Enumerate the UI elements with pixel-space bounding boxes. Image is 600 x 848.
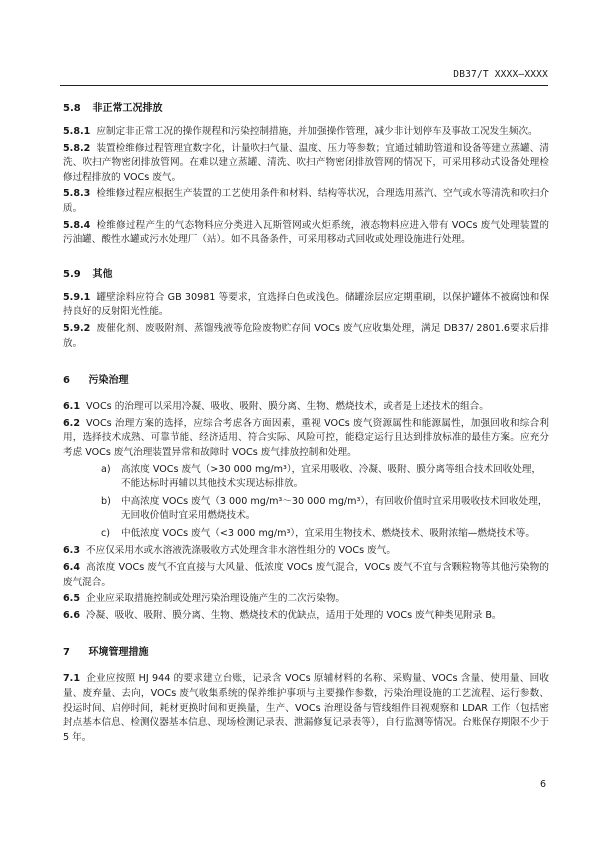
- clause-number: 5.9.1: [63, 291, 91, 303]
- chapter-number: 7: [63, 647, 70, 659]
- header-divider: [60, 85, 548, 86]
- clause-number: 5.8.1: [63, 126, 91, 137]
- clause-text: 高浓度 VOCs 废气不宜直接与大风量、低浓度 VOCs 废气混合，VOCs 废气不宜与含颗粒物等其他污染物的废气混合。: [63, 562, 549, 588]
- section-number: 5.8: [63, 103, 81, 114]
- chapter-heading-7: [63, 645, 549, 660]
- section-heading-5-9: [63, 267, 549, 282]
- clause-number: 6.1: [63, 401, 80, 413]
- section-title: 非正常工况排放: [92, 103, 163, 114]
- clause-text: VOCs 的治理可以采用冷凝、吸收、吸附、膜分离、生物、燃烧技术，或者是上述技术的组合。: [86, 401, 489, 413]
- list-label: b): [101, 495, 111, 507]
- clause-number: 6.3: [63, 545, 80, 557]
- list-item-c: [63, 527, 549, 542]
- document-body: [63, 94, 549, 747]
- clause-number: 5.8.3: [63, 188, 91, 200]
- page-number: 6: [539, 779, 546, 790]
- list-text: 中高浓度 VOCs 废气（3 000 mg/m³～30 000 mg/m³），有回收价值时宜采用吸收技术回收处理，无回收价值时宜采用燃烧技术。: [121, 495, 548, 522]
- clause-number: 5.8.4: [63, 219, 91, 231]
- list-item-b: [63, 495, 549, 524]
- clause-text: 废催化剂、废吸附剂、蒸馏残液等危险废物贮存间 VOCs 废气应收集处理，满足 DB37/ 2801.6要求后排放。: [63, 322, 549, 349]
- clause-text: 企业应采取措施控制或处理污染治理设施产生的二次污染物。: [86, 593, 346, 605]
- clause-6-6: [63, 609, 549, 624]
- clause-text: 检维修过程应根据生产装置的工艺使用条件和材料、结构等状况，合理选用蒸汽、空气或水等清洗和吹扫介质。: [63, 188, 549, 214]
- clause-6-1: [63, 400, 549, 415]
- clause-number: 6.5: [63, 593, 80, 605]
- chapter-title: 污染治理: [88, 375, 129, 387]
- clause-text: 企业应按照 HJ 944 的要求建立台账，记录含 VOCs 原辅材料的名称、采购量、VOCs 含量、使用量、回收量、废弃量、去向，VOCs 废气收集系统的保养维护事项与主要操作参数，污染治理设施的工艺流程、运行参数、投运时间、启停时间，耗材更换时间和更换量，生产、VOCs 治理设备与管线组件目视观察和 LDAR 工作（包括密封点基本信息、检测仪器基本信息、现场检测记录表、泄漏修复记录表等），自行监测等情况。台账保存期限不少于 5 年。: [63, 673, 549, 743]
- clause-number: 6.6: [63, 609, 80, 621]
- clause-6-4: [63, 561, 549, 590]
- clause-text: 罐壁涂料应符合 GB 30981 等要求，宜选择白色或浅色。储罐涂层应定期重刷，以保护罐体不被腐蚀和保持良好的反射阳光性能。: [63, 291, 549, 318]
- clause-5-9-2: [63, 322, 549, 351]
- list-text: 中低浓度 VOCs 废气（<3 000 mg/m³），宜采用生物技术、燃烧技术、吸附浓缩—燃烧技术等。: [121, 527, 535, 539]
- clause-text: 应制定非正常工况的操作规程和污染控制措施，并加强操作管理，减少非计划停车及事故工况发生频次。: [96, 126, 538, 137]
- list-text: 高浓度 VOCs 废气（>30 000 mg/m³），宜采用吸收、冷凝、吸附、膜分离等组合技术回收处理，不能达标时再辅以其他技术实现达标排放。: [121, 463, 542, 490]
- clause-text: 不应仅采用水或水溶液洗涤吸收方式处理含非水溶性组分的 VOCs 废气。: [86, 545, 396, 557]
- clause-5-9-1: [63, 291, 549, 320]
- clause-number: 5.8.2: [63, 142, 91, 154]
- chapter-title: 环境管理措施: [88, 647, 149, 659]
- section-title: 其他: [92, 268, 113, 280]
- section-heading-5-8: [63, 101, 549, 116]
- clause-text: VOCs 治理方案的选择，应综合考虑各方面因素，重视 VOCs 废气资源属性和能源属性，加强回收和综合利用，选择技术成熟、可靠节能、经济适用、符合实际、风险可控，能稳定运行且达到排放标准的最佳方案。应充分考虑 VOCs 废气治理装置异常和故障时 VOCs 废气排放控制和处理。: [63, 417, 549, 458]
- clause-5-8-4: [63, 219, 549, 248]
- clause-5-8-1: [63, 125, 549, 140]
- clause-5-8-2: [63, 142, 549, 186]
- clause-7-1: [63, 672, 549, 745]
- clause-number: 6.2: [63, 417, 80, 429]
- clause-6-2: [63, 417, 549, 461]
- clause-number: 7.1: [63, 673, 80, 685]
- clause-text: 装置检维修过程管理宜数字化，计量吹扫气量、温度、压力等参数；宜通过辅助管道和设备等建立蒸罐、清洗、吹扫产物密闭排放管网。在难以建立蒸罐、清洗、吹扫产物密闭排放管网的情况下，可采用移动式设备处理检修过程排放的 VOCs 废气。: [63, 142, 549, 183]
- clause-number: 5.9.2: [63, 322, 91, 334]
- list-item-a: [63, 463, 549, 492]
- clause-6-3: [63, 544, 549, 559]
- clause-text: 冷凝、吸收、吸附、膜分离、生物、燃烧技术的优缺点，适用于处理的 VOCs 废气种类见附录 B。: [86, 609, 502, 621]
- clause-number: 6.4: [63, 562, 80, 574]
- section-number: 5.9: [63, 268, 81, 280]
- chapter-number: 6: [63, 375, 70, 387]
- clause-6-5: [63, 592, 549, 607]
- list-label: a): [101, 463, 111, 475]
- clause-text: 检维修过程产生的气态物料应分类进入瓦斯管网或火炬系统，液态物料应进入带有 VOCs 废气处理装置的污油罐、酸性水罐或污水处理厂（站）。如不具备条件，可采用移动式回收或处理设施进行处理。: [63, 219, 549, 246]
- chapter-heading-6: [63, 373, 549, 388]
- list-label: c): [101, 527, 111, 539]
- document-code: DB37/T XXXX—XXXX: [453, 69, 548, 80]
- clause-5-8-3: [63, 187, 549, 216]
